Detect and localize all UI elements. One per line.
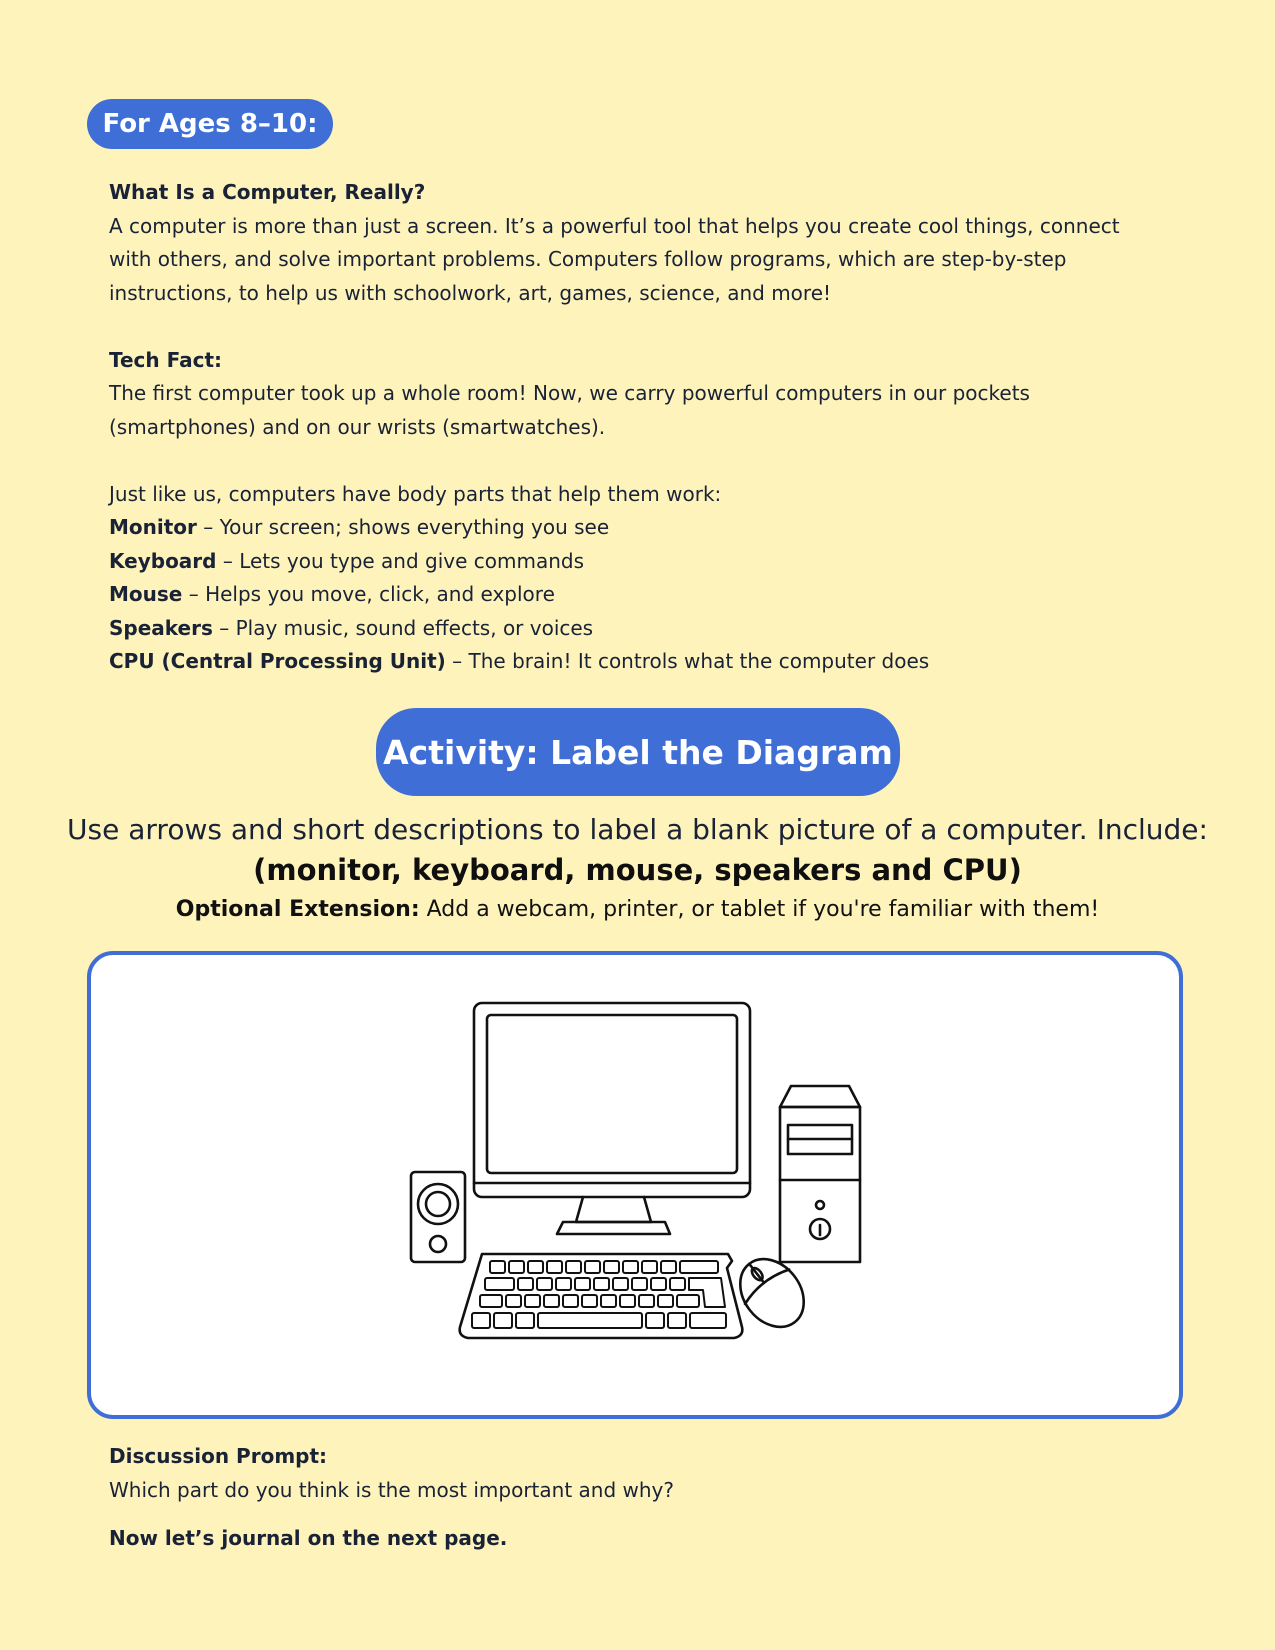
part-item-monitor [109, 511, 1189, 545]
activity-title-badge: Activity: Label the Diagram [376, 708, 900, 796]
intro-heading: What Is a Computer, Really? [109, 180, 426, 204]
intro-line: with others, and solve important problems. Computers follow programs, which are step-by-step [109, 247, 1067, 271]
discussion-section [109, 1440, 1189, 1507]
discussion-heading: Discussion Prompt: [109, 1444, 328, 1468]
tech-fact-line: (smartphones) and on our wrists (smartwatches). [109, 414, 606, 439]
activity-parts-list: (monitor, keyboard, mouse, speakers and CPU) [253, 853, 1022, 887]
part-desc: – Lets you type and give commands [216, 548, 585, 573]
part-name: CPU (Central Processing Unit) [109, 649, 446, 673]
part-name: Monitor [109, 515, 197, 539]
computer-diagram-illustration [91, 955, 1179, 1415]
intro-line: instructions, to help us with schoolwork, art, games, science, and more! [109, 280, 832, 305]
cpu-tower-drawing [780, 1086, 860, 1262]
diagram-box [87, 951, 1183, 1419]
part-item-mouse [109, 578, 1189, 612]
extension-label: Optional Extension: [175, 897, 420, 922]
activity-extension [40, 893, 1235, 927]
part-desc: – Your screen; shows everything you see [196, 515, 610, 539]
part-desc: – Play music, sound effects, or voices [212, 615, 594, 640]
part-item-keyboard [109, 545, 1189, 579]
extension-text: Add a webcam, printer, or tablet if you're familiar with them! [419, 897, 1100, 922]
intro-line: A computer is more than just a screen. It’s a powerful tool that helps you create cool things, connect [109, 213, 1120, 238]
part-name: Mouse [109, 582, 183, 606]
speaker-drawing [411, 1172, 465, 1262]
part-item-cpu [109, 645, 1189, 679]
age-range-badge: For Ages 8–10: [87, 99, 333, 149]
monitor-drawing [474, 1003, 750, 1234]
part-item-speakers [109, 612, 1189, 646]
part-name: Keyboard [109, 548, 217, 573]
part-desc: – Helps you move, click, and explore [182, 582, 555, 606]
part-desc: – The brain! It controls what the computer does [445, 649, 930, 673]
closing-note: Now let’s journal on the next page. [109, 1526, 508, 1550]
keyboard-drawing [460, 1254, 743, 1338]
discussion-text: Which part do you think is the most important and why? [109, 1477, 674, 1502]
part-name: Speakers [109, 615, 213, 640]
intro-section [109, 176, 1189, 679]
activity-instruction: Use arrows and short descriptions to label a blank picture of a computer. Include: [67, 813, 1208, 846]
tech-fact-heading: Tech Fact: [109, 347, 223, 372]
parts-intro: Just like us, computers have body parts that help them work: [109, 481, 722, 506]
tech-fact-line: The first computer took up a whole room! Now, we carry powerful computers in our pockets [109, 381, 1030, 405]
